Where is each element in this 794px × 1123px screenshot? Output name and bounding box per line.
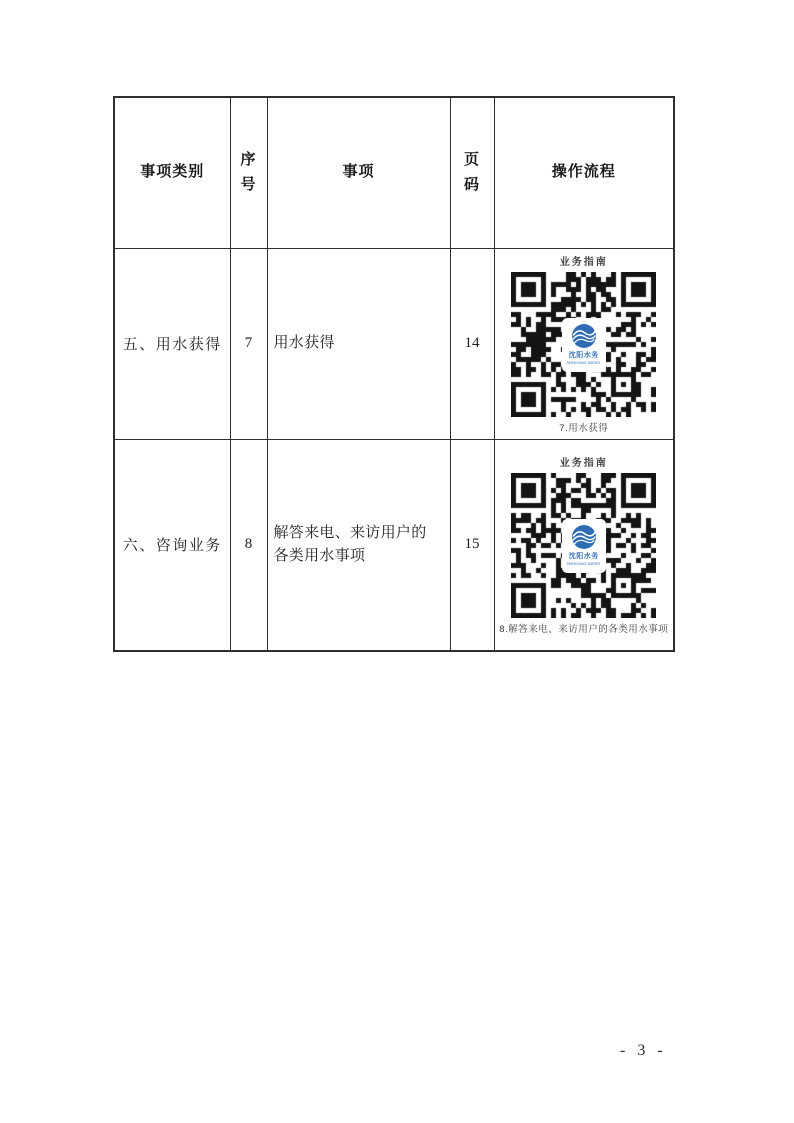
logo-subtext: SHENYANG WATER — [566, 360, 601, 365]
shenyang-water-logo — [562, 519, 606, 573]
qr-code — [511, 272, 656, 417]
index-cell: 8 — [230, 439, 267, 651]
table-row — [114, 248, 674, 439]
qr-code — [511, 473, 656, 618]
qr-caption: 7.用水获得 — [559, 423, 609, 434]
category-cell: 六、咨询业务 — [114, 439, 230, 651]
table-row — [114, 439, 674, 651]
header-page: 页码 — [450, 97, 494, 248]
index-cell: 7 — [230, 248, 267, 439]
wave-logo-icon — [571, 524, 597, 550]
logo-name: 沈阳水务 — [568, 351, 599, 359]
category-cell: 五、用水获得 — [114, 248, 230, 439]
page-cell: 15 — [450, 439, 494, 651]
qr-caption: 8.解答来电、来访用户的各类用水事项 — [499, 624, 669, 636]
item-cell: 解答来电、来访用户的各类用水事项 — [267, 439, 450, 651]
page-cell: 14 — [450, 248, 494, 439]
header-index: 序号 — [230, 97, 267, 248]
header-item: 事项 — [267, 97, 450, 248]
header-procedure: 操作流程 — [494, 97, 674, 248]
logo-name: 沈阳水务 — [568, 552, 599, 560]
header-category: 事项类别 — [114, 97, 230, 248]
item-cell: 用水获得 — [267, 248, 450, 439]
qr-title: 业务指南 — [559, 257, 608, 268]
shenyang-water-logo — [562, 318, 606, 372]
qr-block — [495, 253, 674, 434]
wave-logo-icon — [571, 323, 597, 349]
procedure-cell — [494, 248, 674, 439]
page-number: - 3 - — [620, 1042, 667, 1059]
logo-subtext: SHENYANG WATER — [566, 561, 601, 567]
table-header-row — [114, 97, 674, 248]
service-index-table — [113, 96, 675, 652]
qr-block — [495, 454, 674, 635]
procedure-cell — [494, 439, 674, 651]
qr-title: 业务指南 — [559, 458, 608, 470]
